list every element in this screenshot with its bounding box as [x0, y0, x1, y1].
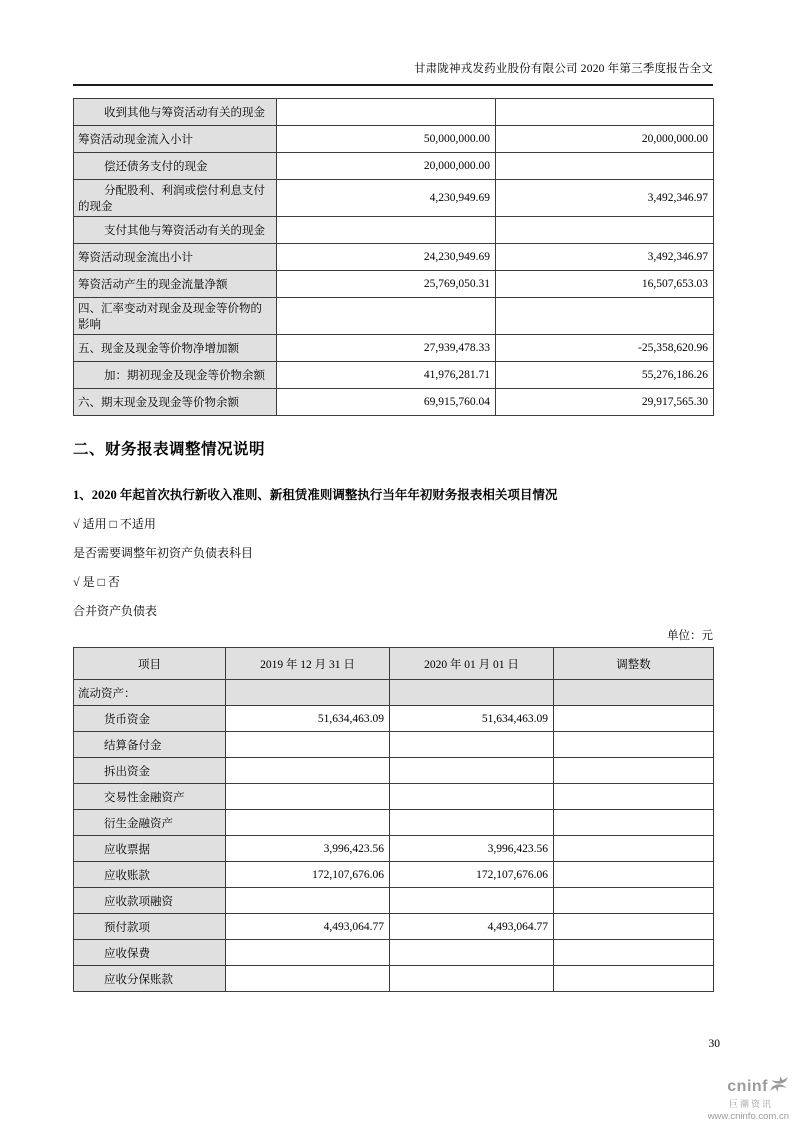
table-row — [74, 180, 714, 217]
logo-swirl-icon — [769, 1074, 789, 1099]
table-row — [74, 244, 714, 271]
row-label: 预付款项 — [74, 914, 226, 940]
cell-value: 16,507,653.03 — [496, 271, 714, 298]
cell-value — [226, 758, 390, 784]
cell-value — [226, 966, 390, 992]
page-number: 30 — [708, 1038, 720, 1050]
table-row — [74, 940, 714, 966]
table-row — [74, 271, 714, 298]
cell-value — [554, 732, 714, 758]
cell-value: 51,634,463.09 — [390, 706, 554, 732]
balance-sheet-title: 合并资产负债表 — [73, 604, 158, 618]
row-label: 分配股利、利润或偿付利息支付的现金 — [74, 180, 277, 217]
row-label: 收到其他与筹资活动有关的现金 — [74, 99, 277, 126]
cell-value — [496, 298, 714, 335]
page-header-title: 甘肃陇神戎发药业股份有限公司 2020 年第三季度报告全文 — [73, 60, 713, 86]
table-row — [74, 153, 714, 180]
cell-value: 27,939,478.33 — [277, 335, 496, 362]
row-label: 拆出资金 — [74, 758, 226, 784]
cell-value — [226, 810, 390, 836]
logo-url: www.cninfo.com.cn — [707, 1111, 789, 1122]
table-row — [74, 298, 714, 335]
cell-value: 25,769,050.31 — [277, 271, 496, 298]
cell-value: 50,000,000.00 — [277, 126, 496, 153]
cell-value — [554, 810, 714, 836]
cell-value: 172,107,676.06 — [226, 862, 390, 888]
table-row — [74, 706, 714, 732]
table-row — [74, 784, 714, 810]
cell-value: 4,230,949.69 — [277, 180, 496, 217]
table-row — [74, 362, 714, 389]
cell-value — [496, 153, 714, 180]
row-label: 交易性金融资产 — [74, 784, 226, 810]
row-label: 偿还债务支付的现金 — [74, 153, 277, 180]
cell-value: 3,996,423.56 — [390, 836, 554, 862]
table-row — [74, 732, 714, 758]
table-row — [74, 99, 714, 126]
cell-value — [390, 940, 554, 966]
row-label: 筹资活动产生的现金流量净额 — [74, 271, 277, 298]
row-label: 支付其他与筹资活动有关的现金 — [74, 217, 277, 244]
cell-value — [554, 836, 714, 862]
cell-value: 55,276,186.26 — [496, 362, 714, 389]
subsection-heading: 1、2020 年起首次执行新收入准则、新租赁准则调整执行当年年初财务报表相关项目情况 — [73, 488, 558, 502]
adjust-question: 是否需要调整年初资产负债表科目 — [73, 546, 254, 560]
cell-value — [554, 940, 714, 966]
cell-value — [554, 706, 714, 732]
cell-value — [226, 732, 390, 758]
cell-value — [390, 784, 554, 810]
cell-value: 29,917,565.30 — [496, 389, 714, 416]
cell-value: 3,492,346.97 — [496, 180, 714, 217]
cell-value: 3,996,423.56 — [226, 836, 390, 862]
table-row — [74, 966, 714, 992]
row-label: 筹资活动现金流入小计 — [74, 126, 277, 153]
cell-value — [554, 862, 714, 888]
table-row — [74, 862, 714, 888]
row-label: 货币资金 — [74, 706, 226, 732]
column-header: 2020 年 01 月 01 日 — [390, 648, 554, 680]
cell-value: -25,358,620.96 — [496, 335, 714, 362]
cell-value — [554, 888, 714, 914]
cell-value — [390, 888, 554, 914]
cell-value — [390, 732, 554, 758]
row-label: 五、现金及现金等价物净增加额 — [74, 335, 277, 362]
section-heading: 二、财务报表调整情况说明 — [73, 441, 266, 458]
cell-value: 4,493,064.77 — [226, 914, 390, 940]
table-row — [74, 126, 714, 153]
cell-value — [277, 217, 496, 244]
cell-value — [277, 298, 496, 335]
cell-value — [554, 914, 714, 940]
table-row — [74, 680, 714, 706]
cell-value — [496, 217, 714, 244]
row-label: 应收票据 — [74, 836, 226, 862]
yes-no-line: √ 是 □ 否 — [73, 575, 120, 589]
cell-value — [226, 680, 390, 706]
cell-value: 172,107,676.06 — [390, 862, 554, 888]
cash-flow-table — [73, 98, 714, 416]
cell-value — [226, 784, 390, 810]
applicable-line: √ 适用 □ 不适用 — [73, 517, 156, 531]
column-header: 调整数 — [554, 648, 714, 680]
cell-value — [390, 758, 554, 784]
row-label: 加：期初现金及现金等价物余额 — [74, 362, 277, 389]
cell-value: 69,915,760.04 — [277, 389, 496, 416]
logo-top-row — [708, 1074, 789, 1099]
row-label: 筹资活动现金流出小计 — [74, 244, 277, 271]
cell-value — [554, 784, 714, 810]
cell-value — [226, 940, 390, 966]
row-label: 应收分保账款 — [74, 966, 226, 992]
row-label: 衍生金融资产 — [74, 810, 226, 836]
row-label: 应收账款 — [74, 862, 226, 888]
cninfo-logo — [708, 1074, 789, 1122]
table-row — [74, 836, 714, 862]
cell-value: 20,000,000.00 — [496, 126, 714, 153]
row-label: 结算备付金 — [74, 732, 226, 758]
column-header: 项目 — [74, 648, 226, 680]
row-label: 流动资产： — [74, 680, 226, 706]
table-row — [74, 389, 714, 416]
cell-value: 20,000,000.00 — [277, 153, 496, 180]
cell-value — [390, 810, 554, 836]
row-label: 六、期末现金及现金等价物余额 — [74, 389, 277, 416]
cell-value: 24,230,949.69 — [277, 244, 496, 271]
page-content — [73, 0, 713, 992]
table-row — [74, 217, 714, 244]
cell-value — [226, 888, 390, 914]
table-row — [74, 914, 714, 940]
logo-name: cninf — [727, 1077, 768, 1095]
column-header: 2019 年 12 月 31 日 — [226, 648, 390, 680]
cell-value: 4,493,064.77 — [390, 914, 554, 940]
row-label: 应收保费 — [74, 940, 226, 966]
cell-value — [554, 966, 714, 992]
cell-value: 41,976,281.71 — [277, 362, 496, 389]
cell-value — [554, 680, 714, 706]
balance-sheet-table — [73, 647, 714, 992]
row-label: 四、汇率变动对现金及现金等价物的影响 — [74, 298, 277, 335]
table-row — [74, 335, 714, 362]
cell-value: 51,634,463.09 — [226, 706, 390, 732]
cell-value — [390, 680, 554, 706]
table-row — [74, 810, 714, 836]
cell-value — [390, 966, 554, 992]
unit-label: 单位：元 — [667, 630, 713, 642]
cell-value — [496, 99, 714, 126]
cell-value — [554, 758, 714, 784]
header-row — [74, 648, 714, 680]
logo-caption: 巨潮资讯 — [728, 1099, 773, 1109]
row-label: 应收款项融资 — [74, 888, 226, 914]
table-row — [74, 758, 714, 784]
table-row — [74, 888, 714, 914]
cell-value — [277, 99, 496, 126]
cell-value: 3,492,346.97 — [496, 244, 714, 271]
